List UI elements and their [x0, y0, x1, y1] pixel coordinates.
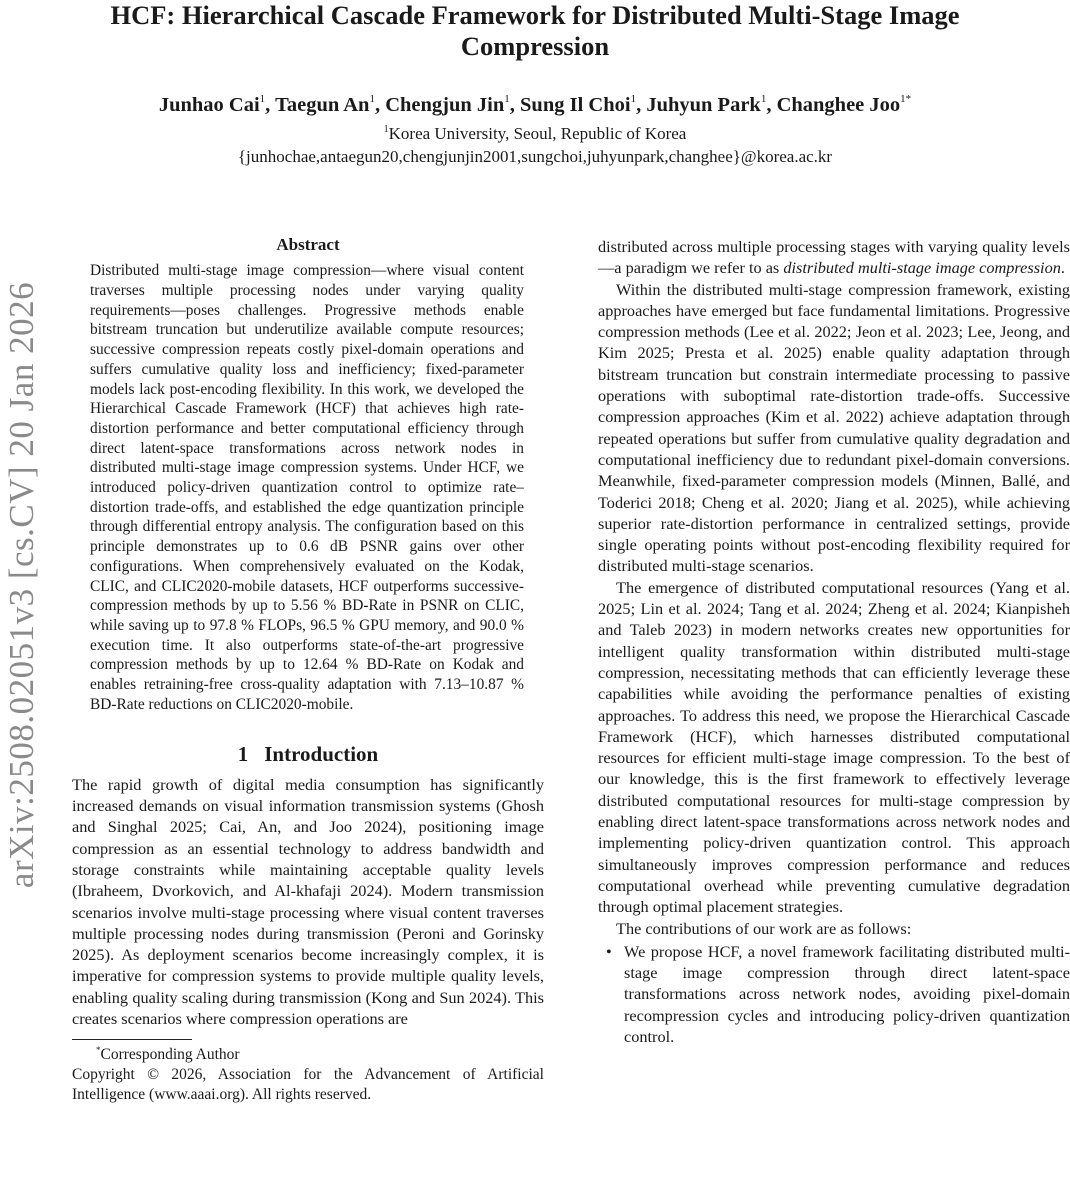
author-list: Junhao Cai$^1$, Taegun An$^1$, Chengjun Jin$^1$, Sung Il Choi$^1$, Juhyun Park$^1$, Changhee Joo$^{1*}$	[158, 93, 912, 116]
author: Junhao Cai$^1$	[158, 93, 266, 116]
intro-paragraph-3: The emergence of distributed computational resources (Yang et al. 2025; Lin et al. 2024; Tang et al. 2024; Zheng et al. 2024; Kianpisheh and Taleb 2023) in modern networks creates new opportunities for intelligent quality transformation within distributed multi-stage compression, necessitating methods that can efficiently leverage these capabilities while avoiding the performance penalties of existing approaches. To address this need, we propose the Hierarchical Cascade Framework (HCF), which harnesses distributed computational resources for efficient multi-stage image compression. To the best of our knowledge, this is the first framework to effectively leverage distributed computational resources for multi-stage compression by enabling direct latent-space transformations across network nodes and implementing policy-driven quantization control. This approach simultaneously improves compression performance and reduces computational overhead while preventing cumulative degradation through optimal placement strategies.	[598, 577, 1070, 917]
right-column	[598, 236, 1070, 1047]
affiliation: $^1$Korea University, Seoul, Republic of Korea	[383, 124, 687, 143]
author: Changhee Joo$^{1*}$	[776, 93, 912, 116]
paper-title: HCF: Hierarchical Cascade Framework for Distributed Multi-Stage Image Compression	[110, 0, 960, 61]
intro-paragraph-2: Within the distributed multi-stage compression framework, existing approaches have emerged but face fundamental limitations. Progressive compression methods (Lee et al. 2022; Jeon et al. 2023; Lee, Jeong, and Kim 2025; Presta et al. 2025) enable quality adaptation through bitstream truncation but constrain intermediate processing to passive operations with suboptimal rate-distortion trade-offs. Successive compression approaches (Kim et al. 2022) achieve adaptation through repeated operations but suffer from cumulative quality degradation and computational inefficiency due to redundant pixel-domain conversions. Meanwhile, fixed-parameter compression models (Minnen, Ballé, and Toderici 2018; Cheng et al. 2020; Jiang et al. 2025), while achieving superior rate-distortion performance in centralized settings, provide single operating points without post-encoding flexibility required for distributed multi-stage scenarios.	[598, 279, 1070, 576]
affiliation-block	[60, 118, 1010, 168]
arxiv-stamp-text: arXiv:2508.02051v3 [cs.CV] 20 Jan 2026	[2, 281, 41, 889]
author: Sung Il Choi$^1$	[520, 93, 637, 116]
copyright-notice: Copyright © 2026, Association for the Advancement of Artificial Intelligence (www.aaai.org). All rights reserved.	[72, 1066, 544, 1104]
author: Juhyun Park$^1$	[646, 93, 767, 116]
corresponding-author-note: *Corresponding Author	[96, 1045, 240, 1064]
contribution-list	[598, 941, 1070, 1047]
list-item: • We propose HCF, a novel framework facilitating distributed multi-stage image compression through direct latent-space transformations across network nodes, avoiding pixel-domain recompression cycles and introducing policy-driven quantization control.	[598, 941, 1070, 1047]
author: Taegun An$^1$	[275, 93, 375, 116]
author: Chengjun Jin$^1$	[385, 93, 510, 116]
footnotes	[72, 1040, 544, 1105]
left-column	[72, 234, 544, 1105]
intro-paragraph-1-continued: distributed across multiple processing stages with varying quality levels—a paradigm we refer to as distributed multi-stage image compression.	[598, 237, 1070, 278]
abstract-body	[72, 261, 544, 714]
intro-paragraph-1: The rapid growth of digital media consumption has significantly increased demands on visual information transmission systems (Ghosh and Singhal 2025; Cai, An, and Joo 2024), positioning image compression as an essential technology to address bandwidth and storage constraints while maintaining acceptable quality levels (Ibraheem, Dvorkovich, and Al-khafaji 2024). Modern transmission scenarios involve multi-stage processing where visual content traverses multiple processing nodes during transmission (Peroni and Gorinsky 2025). As deployment scenarios become increasingly complex, it is imperative for compression systems to provide multiple quality levels, enabling quality scaling during transmission (Kong and Sun 2024). This creates scenarios where compression operations are	[72, 774, 544, 1029]
author-emails: {junhochae,antaegun20,chengjunjin2001,sungchoi,juhyunpark,changhee}@korea.ac.kr	[237, 147, 833, 166]
intro-paragraph-4: The contributions of our work are as follows:	[616, 918, 912, 938]
abstract-heading: Abstract	[276, 235, 340, 254]
section-heading-introduction: 1 Introduction	[237, 742, 379, 767]
abstract-text: Distributed multi-stage image compression—where visual content traverses multiple processing nodes under varying quality requirements—poses challenges. Progressive methods enable bitstream truncation but underutilize available compute resources; successive compression repeats costly pixel-domain operations and suffers cumulative quality loss and inefficiency; fixed-parameter models lack post-encoding flexibility. In this work, we developed the Hierarchical Cascade Framework (HCF) that achieves high rate-distortion performance and better computational efficiency through direct latent-space transformations across network nodes in distributed multi-stage image compression systems. Under HCF, we introduced policy-driven quantization control to optimize rate–distortion trade-offs, and established the edge quantization principle through differential entropy analysis. The configuration based on this principle demonstrates up to 0.6 dB PSNR gains over other configurations. When comprehensively evaluated on the Kodak, CLIC, and CLIC2020-mobile datasets, HCF outperforms successive-compression methods by up to 5.56 % BD-Rate in PSNR on CLIC, while saving up to 97.8 % FLOPs, 96.5 % GPU memory, and 90.0 % execution time. It also outperforms state-of-the-art progressive compression methods by up to 12.64 % BD-Rate on Kodak and enables retraining-free cross-quality adaptation with 7.13–10.87 % BD-Rate reductions on CLIC2020-mobile.	[90, 262, 524, 713]
arxiv-stamp	[0, 240, 44, 930]
